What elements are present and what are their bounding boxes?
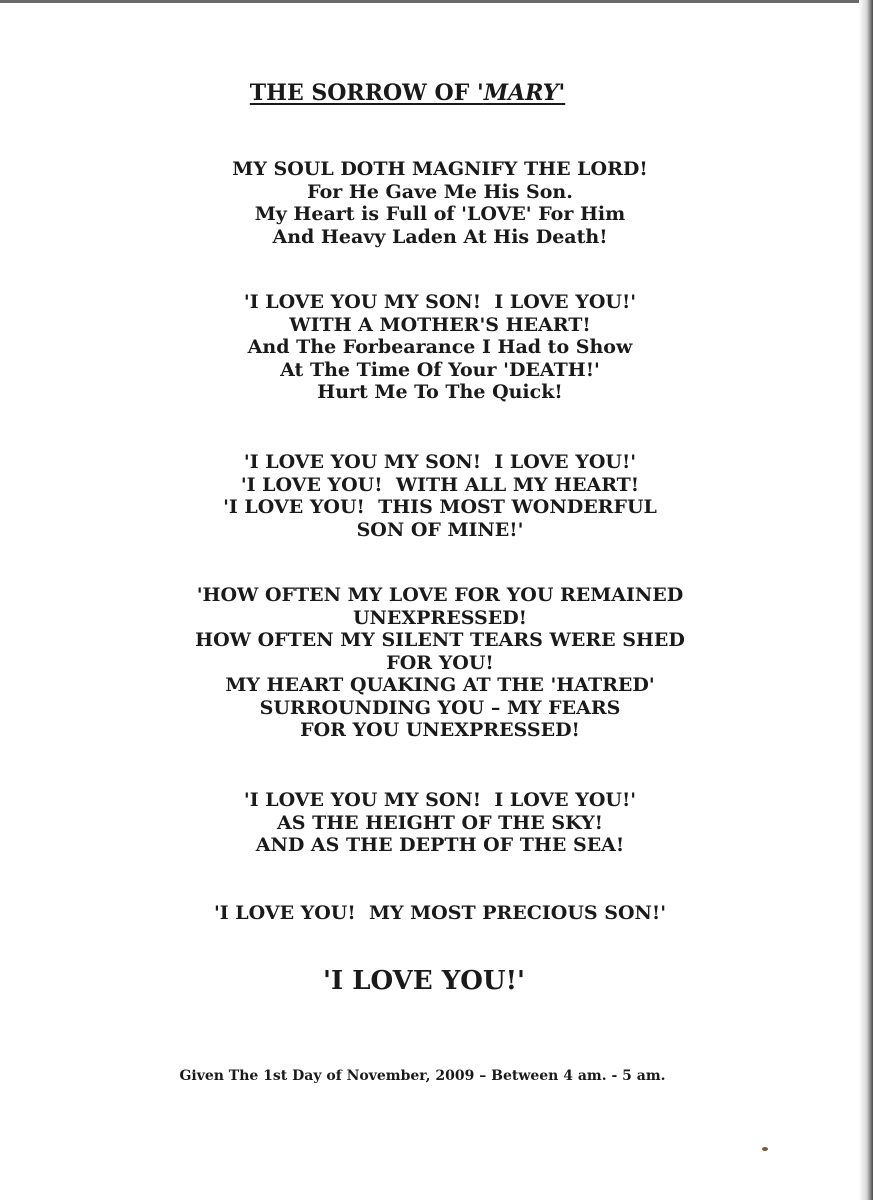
stanza-2-line-3: And The Forbearance I Had to Show <box>247 336 633 358</box>
stanza-3-line-1: 'I LOVE YOU MY SON! I LOVE YOU!' <box>243 451 637 473</box>
stanza-4-line-2: UNEXPRESSED! <box>352 606 528 629</box>
stanza-1-line-4: And Heavy Laden At His Death! <box>272 225 608 248</box>
stanza-5 <box>0 789 873 857</box>
stanza-2 <box>0 291 873 404</box>
stanza-4-line-7: FOR YOU UNEXPRESSED! <box>300 719 580 741</box>
stanza-1 <box>0 158 873 248</box>
stanza-3-line-3: 'I LOVE YOU! THIS MOST WONDERFUL <box>223 496 657 518</box>
stanza-4-line-6: SURROUNDING YOU – MY FEARS <box>259 696 621 719</box>
scan-top-edge <box>0 0 873 3</box>
stanza-5-line-1: 'I LOVE YOU MY SON! I LOVE YOU!' <box>243 789 637 811</box>
stanza-2-line-2: WITH A MOTHER'S HEART! <box>289 313 591 336</box>
stanza-5-line-2: AS THE HEIGHT OF THE SKY! <box>277 811 603 834</box>
stanza-3-line-2: 'I LOVE YOU! WITH ALL MY HEART! <box>240 473 640 496</box>
stanza-2-line-5: Hurt Me To The Quick! <box>317 381 563 403</box>
poem-title <box>0 80 815 106</box>
stanza-4-line-4: FOR YOU! <box>386 651 494 674</box>
stanza-5-line-3: AND AS THE DEPTH OF THE SEA! <box>255 834 625 856</box>
stanza-6-line-1: 'I LOVE YOU! MY MOST PRECIOUS SON!' <box>213 902 667 924</box>
stanza-1-line-3: My Heart is Full of 'LOVE' For Him <box>254 203 626 225</box>
stanza-4 <box>0 584 873 742</box>
title-name: MARY <box>483 80 559 106</box>
stanza-1-line-1: MY SOUL DOTH MAGNIFY THE LORD! <box>232 158 648 180</box>
scan-speck <box>762 1147 768 1151</box>
stanza-4-line-3: HOW OFTEN MY SILENT TEARS WERE SHED <box>195 629 685 651</box>
footer-date-note: Given The 1st Day of November, 2009 – Between 4 am. - 5 am. <box>179 1068 666 1084</box>
title-suffix: ' <box>558 80 566 106</box>
title-prefix: THE SORROW OF ' <box>249 80 484 106</box>
stanza-6 <box>0 902 873 925</box>
stanza-3-line-4: SON OF MINE!' <box>356 518 524 541</box>
stanza-4-line-5: MY HEART QUAKING AT THE 'HATRED' <box>225 674 655 696</box>
stanza-2-line-4: At The Time Of Your 'DEATH!' <box>280 358 600 381</box>
stanza-2-line-1: 'I LOVE YOU MY SON! I LOVE YOU!' <box>243 291 637 313</box>
stanza-3 <box>0 451 873 541</box>
closing-line: 'I LOVE YOU!' <box>323 966 525 996</box>
stanza-4-line-1: 'HOW OFTEN MY LOVE FOR YOU REMAINED <box>196 584 684 606</box>
stanza-1-line-2: For He Gave Me His Son. <box>307 180 573 203</box>
